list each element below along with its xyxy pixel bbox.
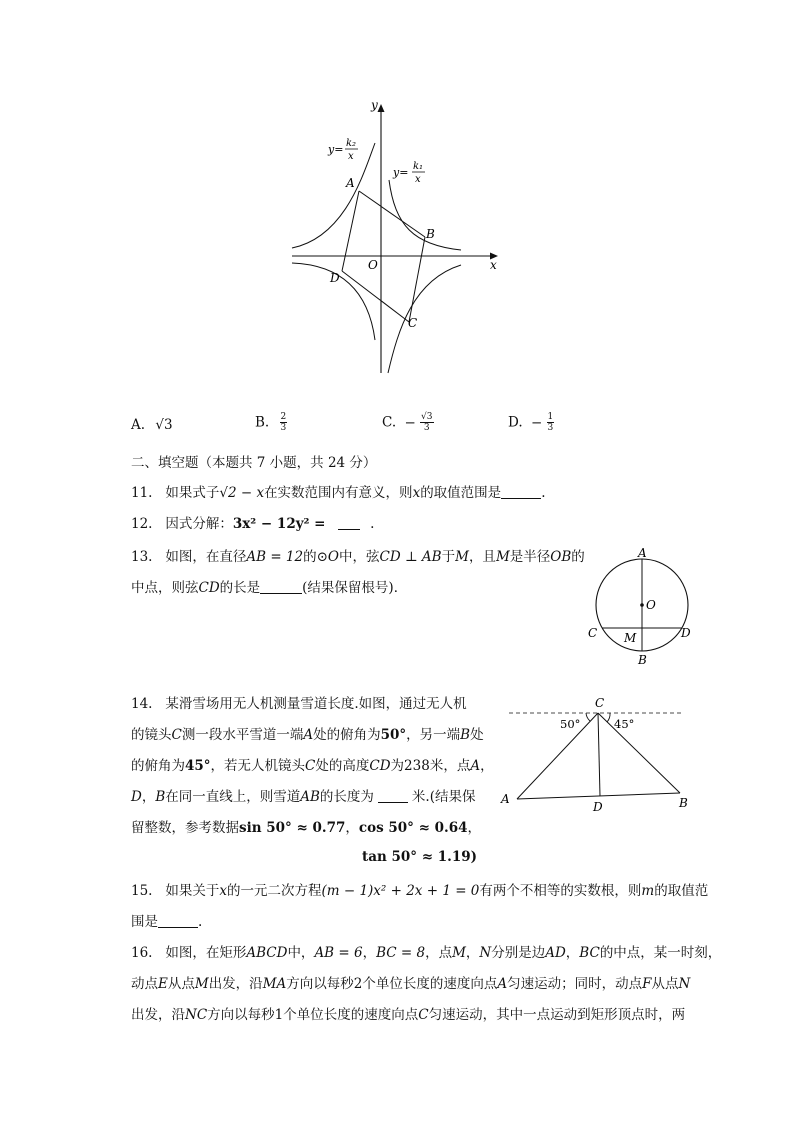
q14-t: ， [467, 820, 482, 836]
q16-t: 方向以每秒 [207, 1007, 275, 1023]
angle-label-50: 50° [560, 717, 581, 731]
q11-end: . [541, 485, 546, 501]
q16-t: ， [362, 945, 377, 961]
q13-number: 13. [131, 549, 153, 565]
curve-k2-branch-upper [292, 143, 375, 248]
q16-t: 出发，沿 [131, 1007, 185, 1023]
q16-m: F [642, 976, 652, 992]
option-a-letter: A. [131, 417, 146, 433]
q13-t: ，且 [468, 549, 496, 565]
option-c-fraction [420, 412, 433, 433]
q15-t: 有两个不相等的实数根，则 [479, 883, 642, 899]
question-11 [131, 483, 545, 503]
q14-m: C [305, 758, 316, 774]
q16-m: MA [262, 976, 287, 992]
q15-t: . [198, 914, 203, 930]
curve-k2-num: k₂ [346, 138, 357, 149]
option-c-sign: − [404, 414, 416, 431]
q14-t: ， [141, 789, 156, 805]
segment-ab [517, 793, 680, 799]
q14-t: 测一段水平雪道一端 [181, 727, 304, 743]
q16-t: 从点 [167, 976, 195, 992]
question-14-line-1 [131, 694, 467, 714]
q16-t: ， [465, 945, 480, 961]
q11-text-1: 如果式子 [165, 485, 220, 501]
q16-m: N [678, 976, 691, 992]
label-d: D [681, 626, 691, 640]
y-axis-label: y [371, 98, 378, 112]
q15-number: 15. [131, 883, 153, 899]
q16-m: C [418, 1007, 429, 1023]
q16-t: 中， [287, 945, 315, 961]
option-d[interactable] [508, 412, 554, 433]
label-m: M [624, 631, 637, 645]
question-14-line-4 [131, 787, 475, 807]
q13-t: 中点，则弦 [131, 580, 199, 596]
q14-t: 在同一直线上，则雪道 [165, 789, 301, 805]
label-c: C [588, 626, 598, 640]
q12-number: 12. [131, 516, 153, 532]
q16-m: BC = 8 [376, 945, 426, 961]
option-d-fraction [547, 412, 555, 433]
q14-t: 处 [470, 727, 484, 743]
q14-m: 50° [380, 727, 407, 743]
label-a: A [501, 792, 510, 806]
q14-t: 处的俯角为 [313, 727, 381, 743]
option-c-letter: C. [382, 414, 397, 431]
q15-t: 如果关于 [165, 883, 220, 899]
label-b: B [638, 653, 647, 667]
curve-k2-lhs: y= [328, 143, 344, 156]
option-d-sign: − [530, 414, 543, 431]
q14-m: A [470, 758, 481, 774]
q16-t: 从点 [651, 976, 679, 992]
q12-end: . [370, 516, 375, 532]
q16-m: N [479, 945, 492, 961]
q13-m: O [327, 549, 339, 565]
question-14-line-6: tan 50° ≈ 1.19) [362, 849, 478, 865]
q14-t: 的镜头 [131, 727, 172, 743]
q14-m: C [171, 727, 182, 743]
point-c-label: C [408, 316, 418, 330]
q12-text-1: 因式分解： [165, 516, 233, 532]
q15-t: 围是 [131, 914, 158, 930]
question-16-line-3 [131, 1005, 685, 1025]
point-d-label: D [330, 271, 340, 285]
q11-text-2: 在实数范围内有意义，则 [264, 485, 413, 501]
q14-m: cos 50° ≈ 0.64 [358, 820, 468, 836]
q13-t: 中，弦 [339, 549, 380, 565]
q16-m: BC [579, 945, 600, 961]
question-16-line-1 [131, 943, 721, 963]
q13-t: 的⊙ [303, 549, 328, 565]
point-a-label: A [346, 176, 355, 190]
q11-number: 11. [131, 485, 153, 501]
q13-answer-blank[interactable] [260, 579, 302, 594]
q16-t: 匀速运动，其中一点运动到矩形顶点时，两 [428, 1007, 686, 1023]
q15-m: (m − 1)x² + 2x + 1 = 0 [321, 883, 480, 899]
q16-t: 方向以每秒 [286, 976, 354, 992]
question-13-line-2 [131, 578, 407, 598]
q14-m: B [155, 789, 166, 805]
option-b-fraction [280, 412, 288, 433]
drone-figure [497, 693, 697, 815]
circle-figure [584, 543, 700, 668]
q13-t: (结果保留根号)． [302, 580, 408, 596]
segment-cd [342, 271, 409, 322]
curve-k1-num: k₁ [413, 161, 424, 172]
option-d-num: 1 [547, 412, 554, 422]
segment-bc [409, 237, 425, 322]
q14-m: 45° [185, 758, 211, 774]
q13-m: CD [198, 580, 220, 596]
q16-t: 匀速运动；同时，动点 [507, 976, 643, 992]
angle-arc-50 [586, 713, 590, 721]
q13-m: CD ⊥ AB [379, 549, 442, 565]
option-c-num: √3 [421, 412, 433, 422]
q14-t: 米.(结果保 [411, 789, 476, 805]
q16-t: 如图，在矩形 [165, 945, 247, 961]
q11-expression: √2 − x [219, 485, 265, 501]
q14-m: 238 [404, 758, 430, 774]
q16-m: AD [545, 945, 566, 961]
q16-number: 16. [131, 945, 153, 961]
q16-m: AB = 6 [314, 945, 363, 961]
q14-t: 处的高度 [315, 758, 370, 774]
q13-m: M [495, 549, 510, 565]
q13-t: 是半径 [509, 549, 551, 565]
q13-m: M [455, 549, 469, 565]
x-axis-label: x [490, 258, 497, 272]
option-b-den: 3 [280, 423, 287, 433]
q13-t: 的 [571, 549, 585, 565]
q11-answer-blank[interactable] [501, 484, 541, 499]
origin-label: O [368, 258, 378, 272]
curve-k2-den: x [348, 151, 354, 162]
center-dot [640, 603, 644, 607]
q14-t: 的长度为 [319, 789, 374, 805]
segment-cd [598, 713, 600, 796]
question-14-line-2 [131, 725, 484, 745]
q16-m: ABCD [246, 945, 288, 961]
q16-t: 的中点，某一时刻， [599, 945, 722, 961]
option-a-value: √3 [155, 417, 173, 433]
q16-m: E [158, 976, 168, 992]
q14-t: ， [345, 820, 359, 836]
q12-answer-blank[interactable] [338, 515, 360, 530]
q13-t: 如图，在直径 [165, 549, 247, 565]
question-15-line-1 [131, 881, 708, 901]
question-14-line-3 [131, 756, 494, 776]
q14-t: 某滑雪场用无人机测量雪道长度.如图，通过无人机 [165, 696, 467, 712]
segment-ca [517, 713, 598, 799]
q16-t: 个单位长度的速度向点 [362, 976, 498, 992]
option-d-den: 3 [547, 423, 554, 433]
q14-number: 14. [131, 696, 153, 712]
point-b-label: B [426, 227, 435, 241]
question-14-line-5 [131, 818, 481, 838]
q14-m: B [460, 727, 471, 743]
q16-m: NC [185, 1007, 208, 1023]
q14-t: 的俯角为 [131, 758, 185, 774]
segment-cb [598, 713, 680, 793]
option-d-letter: D. [508, 414, 523, 431]
angle-label-45: 45° [614, 717, 635, 731]
section-heading: 二、填空题（本题共 7 小题，共 24 分） [131, 455, 377, 471]
q14-m: AB [300, 789, 320, 805]
q15-t: 的取值范 [654, 883, 709, 899]
q14-t: 米，点 [429, 758, 471, 774]
q15-m: m [641, 883, 655, 899]
curve-k1-lhs: y= [393, 166, 409, 179]
segment-da [342, 191, 359, 271]
question-15-line-2 [131, 912, 202, 932]
q16-t: ，点 [425, 945, 453, 961]
q13-t: 于 [441, 549, 456, 565]
q14-t: 留整数，参考数据 [131, 820, 239, 836]
question-16-line-2 [131, 974, 690, 994]
q13-m: OB [550, 549, 572, 565]
q14-m: CD [369, 758, 391, 774]
hyperbola-figure [285, 95, 510, 380]
q14-m: A [303, 727, 314, 743]
q15-answer-blank[interactable] [158, 913, 198, 928]
q16-m: 2 [353, 976, 363, 992]
q16-m: A [497, 976, 508, 992]
label-a: A [638, 546, 647, 560]
q14-t: ，另一端 [406, 727, 461, 743]
q16-t: 个单位长度的速度向点 [283, 1007, 419, 1023]
q16-t: 分别是边 [491, 945, 546, 961]
q15-m: x [219, 883, 227, 899]
q14-t: 为 [390, 758, 405, 774]
q12-expression: 3x² − 12y² = [232, 516, 326, 532]
q16-t: 出发，沿 [208, 976, 263, 992]
question-12 [131, 514, 374, 534]
q14-t: ， [480, 758, 494, 774]
q13-m: AB = 12 [246, 549, 304, 565]
option-b[interactable] [255, 412, 287, 433]
label-o: O [646, 598, 656, 612]
q14-t: ，若无人机镜头 [210, 758, 306, 774]
q14-answer-blank[interactable] [378, 788, 408, 803]
q13-t: 的长是 [219, 580, 261, 596]
q16-m: M [194, 976, 209, 992]
option-c[interactable] [382, 412, 434, 433]
curve-k1-den: x [415, 174, 421, 185]
curve-k2-branch-lower [388, 265, 461, 373]
q11-variable: x [412, 485, 421, 501]
q16-t: 动点 [131, 976, 158, 992]
q16-m: 1 [274, 1007, 284, 1023]
angle-arc-45 [607, 713, 610, 722]
q16-m: M [452, 945, 466, 961]
question-13-line-1 [131, 547, 585, 567]
y-axis-arrow [378, 104, 385, 112]
q14-m: D [131, 789, 142, 805]
q14-m: sin 50° ≈ 0.77 [239, 820, 346, 836]
label-c: C [595, 696, 605, 710]
label-d: D [593, 800, 603, 814]
label-b: B [679, 796, 688, 810]
q15-t: 的一元二次方程 [226, 883, 322, 899]
q16-t: ， [565, 945, 580, 961]
option-b-num: 2 [280, 412, 287, 422]
option-c-den: 3 [423, 423, 430, 433]
option-a[interactable] [131, 417, 173, 433]
q11-text-3: 的取值范围是 [420, 485, 502, 501]
option-b-letter: B. [255, 414, 270, 431]
